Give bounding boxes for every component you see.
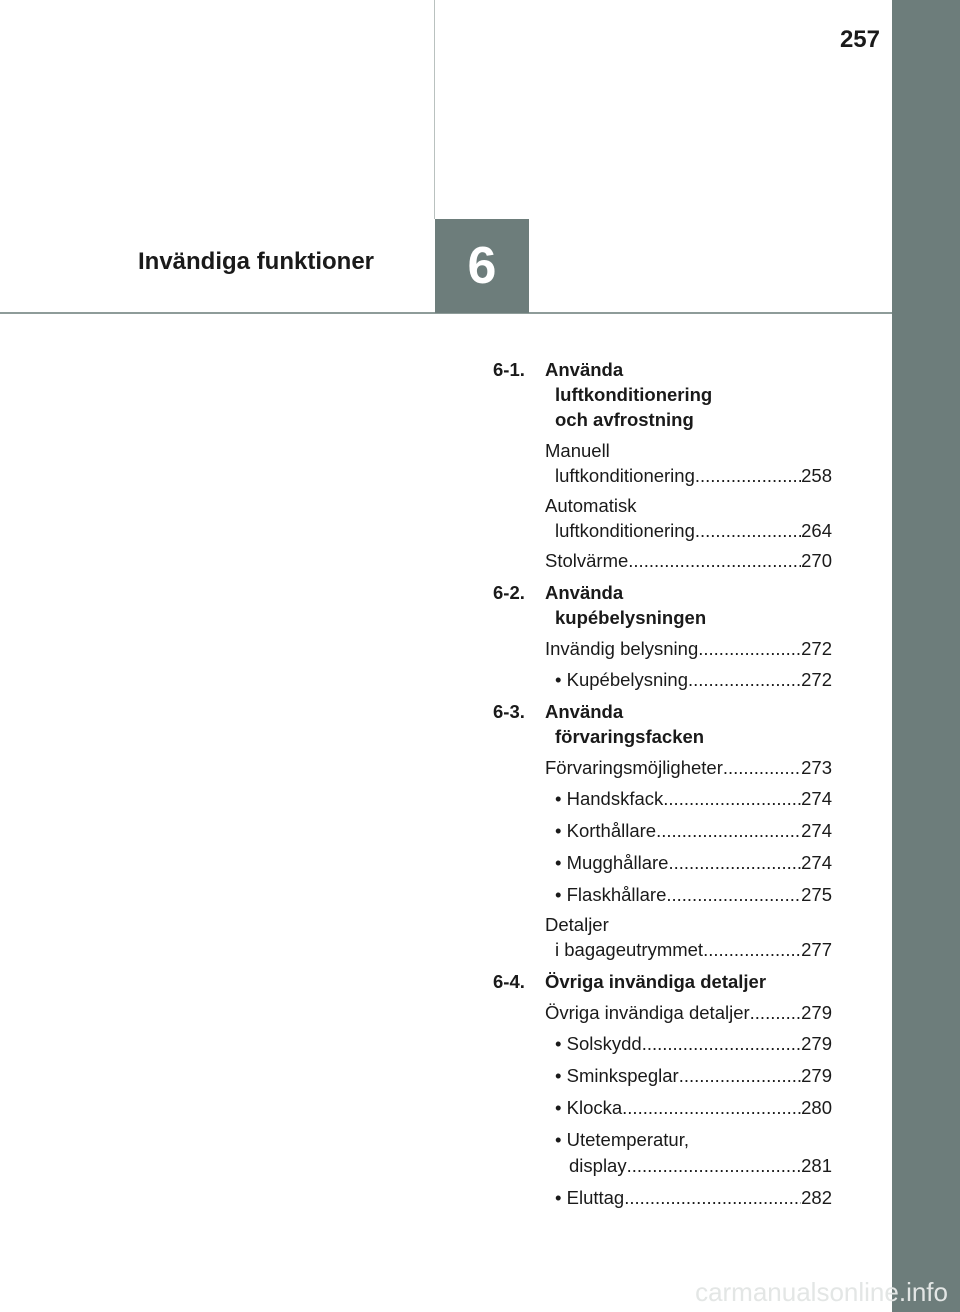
toc-page-number: 282 xyxy=(801,1187,832,1208)
toc-page-number: 264 xyxy=(801,520,832,541)
toc-entry[interactable] xyxy=(555,883,832,907)
toc-entry-text: Invändig belysning xyxy=(545,638,699,659)
toc-entry-text: • Eluttag xyxy=(555,1187,625,1208)
toc-entry-text: • Handskfack xyxy=(555,788,664,809)
toc-entry-text: Stolvärme xyxy=(545,550,629,571)
toc-page-number: 274 xyxy=(801,788,832,809)
dot-leader xyxy=(663,787,801,811)
toc-entry-text: • Kupébelysning xyxy=(555,669,688,690)
section-number: 6-2. xyxy=(493,582,525,603)
toc-entry-text: • Flaskhållare xyxy=(555,884,667,905)
toc-entry[interactable] xyxy=(555,1064,832,1088)
toc-page-number: 272 xyxy=(801,669,832,690)
section-title-line: kupébelysningen xyxy=(555,607,707,628)
dot-leader xyxy=(622,1096,801,1120)
toc-entry[interactable] xyxy=(555,851,832,875)
toc-page-number: 279 xyxy=(801,1033,832,1054)
toc-entry-text: Detaljer xyxy=(545,914,609,935)
toc-entry-text: • Korthållare xyxy=(555,820,657,841)
toc-entry[interactable] xyxy=(545,549,832,573)
toc-page-number: 277 xyxy=(801,939,832,960)
toc-entry-text: • Mugghållare xyxy=(555,852,669,873)
toc-page-number: 270 xyxy=(801,550,832,571)
watermark: carmanualsonline.info xyxy=(695,1277,948,1307)
toc-entry-text: • Sminkspeglar xyxy=(555,1065,679,1086)
toc-entry[interactable] xyxy=(555,787,832,811)
page-number: 257 xyxy=(839,26,880,53)
toc-entry[interactable] xyxy=(545,756,832,780)
dot-leader xyxy=(668,851,801,875)
toc-entry-text: Manuell xyxy=(545,440,610,461)
toc-entry[interactable] xyxy=(555,1032,832,1056)
toc-entry[interactable] xyxy=(555,464,832,488)
dot-leader xyxy=(624,1186,801,1210)
toc-entry[interactable] xyxy=(555,819,832,843)
toc-entry[interactable] xyxy=(555,938,832,962)
section-title-line: Använda xyxy=(545,701,624,722)
dot-leader xyxy=(723,756,801,780)
toc-entry-text: display xyxy=(569,1155,627,1176)
dot-leader xyxy=(666,883,801,907)
dot-leader xyxy=(627,1154,802,1178)
toc-entry-text: Övriga invändiga detaljer xyxy=(545,1002,750,1023)
dot-leader xyxy=(703,938,801,962)
dot-leader xyxy=(750,1001,801,1025)
toc-entry-text: Automatisk xyxy=(545,495,637,516)
section-title-line: Övriga invändiga detaljer xyxy=(545,971,767,992)
toc-page-number: 280 xyxy=(801,1097,832,1118)
section-number: 6-4. xyxy=(493,971,525,992)
toc-entry-text: luftkonditionering xyxy=(555,520,695,541)
dot-leader xyxy=(698,637,801,661)
toc-page-number: 273 xyxy=(801,757,832,778)
dot-leader xyxy=(688,668,801,692)
toc-entry-text: Förvaringsmöjligheter xyxy=(545,757,723,778)
toc-entry[interactable] xyxy=(555,1096,832,1120)
toc-entry[interactable] xyxy=(569,1154,832,1178)
section-title-line: luftkonditionering xyxy=(555,384,713,405)
section-title-line: förvaringsfacken xyxy=(555,726,705,747)
toc-entry-text: • Solskydd xyxy=(555,1033,642,1054)
toc-page-number: 279 xyxy=(801,1002,832,1023)
chapter-title: Invändiga funktioner xyxy=(138,248,375,275)
chapter-number: 6 xyxy=(467,237,497,295)
toc-entry[interactable] xyxy=(555,1186,832,1210)
dot-leader xyxy=(695,464,801,488)
toc-page-number: 258 xyxy=(801,465,832,486)
toc-entry-text: • Klocka xyxy=(555,1097,623,1118)
toc-entry[interactable] xyxy=(555,519,832,543)
dot-leader xyxy=(695,519,801,543)
section-title-line: och avfrostning xyxy=(555,409,694,430)
dot-leader xyxy=(679,1064,801,1088)
dot-leader xyxy=(656,819,801,843)
toc-entry-text: luftkonditionering xyxy=(555,465,695,486)
toc-page-number: 275 xyxy=(801,884,832,905)
dot-leader xyxy=(642,1032,801,1056)
toc-entry[interactable] xyxy=(545,637,832,661)
dot-leader xyxy=(628,549,801,573)
toc-page-number: 274 xyxy=(801,852,832,873)
toc-page-number: 272 xyxy=(801,638,832,659)
toc-entry[interactable] xyxy=(555,668,832,692)
toc-page-number: 274 xyxy=(801,820,832,841)
toc-page-number: 279 xyxy=(801,1065,832,1086)
toc-entry[interactable] xyxy=(545,1001,832,1025)
toc-page-number: 281 xyxy=(801,1155,832,1176)
toc-entry-text: i bagageutrymmet xyxy=(555,939,704,960)
toc-entry-text: • Utetemperatur, xyxy=(555,1129,689,1150)
section-title-line: Använda xyxy=(545,582,624,603)
section-number: 6-1. xyxy=(493,359,525,380)
section-number: 6-3. xyxy=(493,701,525,722)
section-title-line: Använda xyxy=(545,359,624,380)
